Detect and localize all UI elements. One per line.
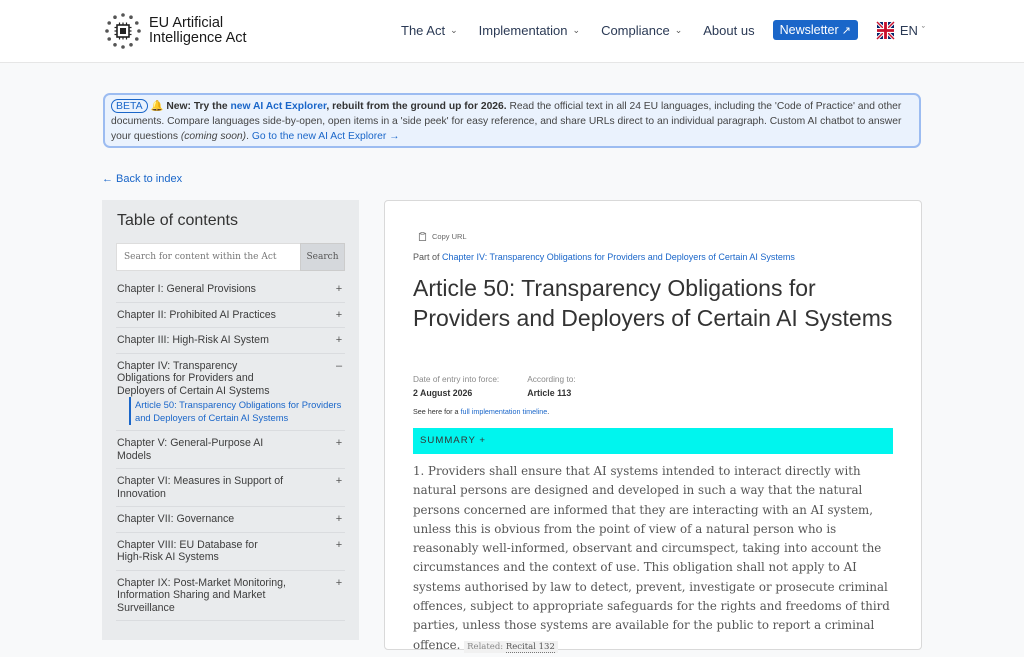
nav-the-act[interactable] <box>401 23 458 38</box>
expand-icon: + <box>335 513 343 525</box>
banner-body-text: Read the official text in all 24 EU languages, including the 'Code of Practice' and other documents. Compare languages side-by-open, open items in a 'side peek' for easy reference, and share URLs direct to an individual paragraph. Custom AI chatbot to answer your questions <box>111 101 902 142</box>
toc-chapter-2[interactable] <box>116 303 345 329</box>
entry-into-force-value: 2 August 2026 <box>413 388 473 398</box>
toc-chapter-4-group <box>116 354 345 432</box>
banner-rebuilt-text: , rebuilt from the ground up for 2026. <box>326 101 507 112</box>
toc-chapter-8[interactable] <box>116 533 345 571</box>
entry-into-force <box>413 374 499 398</box>
toc-chapter-label: Chapter IX: Post-Market Monitoring, Information Sharing and Market Surveillance <box>117 576 286 614</box>
expand-icon: + <box>335 437 343 449</box>
beta-badge: BETA <box>111 99 148 113</box>
toc-chapter-7[interactable] <box>116 507 345 533</box>
copy-url-button[interactable] <box>418 232 467 241</box>
uk-flag-icon <box>877 22 894 39</box>
according-to-label: According to: <box>527 374 576 384</box>
article-title: Article 50: Transparency Obligations for Providers and Deployers of Certain AI Systems <box>413 275 893 331</box>
nav-about-us[interactable] <box>703 23 754 38</box>
ai-act-explorer-link[interactable]: new AI Act Explorer <box>230 101 327 112</box>
chevron-down-icon: ⌄ <box>572 24 581 35</box>
external-arrow-icon: ↗ <box>841 24 851 37</box>
go-to-explorer-link[interactable]: Go to the new AI Act Explorer → <box>251 131 400 142</box>
language-selector[interactable] <box>877 22 925 39</box>
article-paragraph-1: 1. Providers shall ensure that AI systems intended to interact directly with natural persons are designed and developed in such a way that the natural persons concerned are informed that they are interacting with an AI system, unless this is obvious from the point of view of a natural person who is reasonably well-informed, observant and circumspect, taking into account the circumstances and the context of use. This obligation shall not apply to AI systems authorised by law to detect, prevent, investigate or prosecute criminal offences, subject to appropriate safeguards for the rights and freedoms of third parties, unless those systems are available for the public to report a criminal offence. <box>413 464 890 652</box>
nav-implementation-label: Implementation <box>478 22 568 38</box>
site-name <box>149 16 247 46</box>
implementation-timeline-link[interactable]: full implementation timeline <box>460 407 548 416</box>
recital-link[interactable]: Recital 132 <box>505 641 555 652</box>
toc-chapter-9[interactable] <box>116 571 345 622</box>
language-label: EN <box>899 22 918 38</box>
nav-compliance[interactable] <box>601 23 682 38</box>
part-of-prefix: Part of <box>413 252 443 262</box>
toc-chapter-label: Chapter II: Prohibited AI Practices <box>117 308 276 321</box>
toc-search-input[interactable] <box>116 243 300 271</box>
parent-chapter-link[interactable]: Chapter IV: Transparency Obligations for Providers and Deployers of Certain AI Systems <box>442 252 795 262</box>
clipboard-icon <box>418 232 427 241</box>
toc-chapter-label: Chapter IV: Transparency Obligations for Providers and Deployers of Certain AI Systems <box>117 359 270 397</box>
beta-announcement-banner <box>103 93 921 148</box>
nav-the-act-label: The Act <box>401 22 446 38</box>
site-name-line-2: Intelligence Act <box>149 30 247 46</box>
chevron-down-icon: ⌄ <box>674 24 683 35</box>
nav-implementation[interactable] <box>479 23 580 38</box>
expand-icon: + <box>335 576 343 589</box>
top-navigation-bar <box>0 0 1024 63</box>
toc-chapter-label: Chapter V: General-Purpose AI Models <box>117 437 264 462</box>
toc-chapter-label: Chapter VIII: EU Database for High-Risk AI Systems <box>117 538 258 563</box>
banner-new-prefix: New: Try the <box>166 101 231 112</box>
bell-icon: 🔔 <box>150 101 164 112</box>
toc-chapter-1[interactable] <box>116 277 345 303</box>
toc-chapter-6[interactable] <box>116 469 345 507</box>
banner-body-text-2: . <box>246 131 252 142</box>
expand-icon: + <box>335 475 343 487</box>
expand-icon: + <box>335 308 343 321</box>
timeline-note-suffix: . <box>547 407 550 416</box>
chevron-down-icon: ⌄ <box>450 24 458 35</box>
main-nav <box>401 20 925 40</box>
toc-chapter-label: Chapter I: General Provisions <box>117 283 256 295</box>
related-prefix: Related: <box>467 641 506 652</box>
toc-chapter-label: Chapter III: High-Risk AI System <box>117 334 269 346</box>
according-to <box>527 374 575 398</box>
eu-stars-chip-icon <box>104 12 142 50</box>
site-name-line-1: EU Artificial <box>149 15 224 31</box>
nav-about-us-label: About us <box>703 22 755 38</box>
article-meta <box>413 374 604 398</box>
toc-chapter-3[interactable] <box>116 328 345 354</box>
back-to-index-link[interactable]: ← Back to index <box>102 173 183 185</box>
expand-icon: + <box>335 283 343 295</box>
chevron-down-icon: ˇ <box>921 25 925 35</box>
timeline-note-prefix: See here for a <box>413 407 461 416</box>
toc-chapter-label: Chapter VII: Governance <box>117 513 235 525</box>
summary-toggle[interactable]: SUMMARY + <box>413 428 893 454</box>
collapse-icon: – <box>335 359 343 372</box>
according-to-value: Article 113 <box>527 388 572 398</box>
article-body <box>413 462 897 657</box>
entry-into-force-label: Date of entry into force: <box>413 374 500 384</box>
nav-compliance-label: Compliance <box>601 22 670 38</box>
toc-chapter-5[interactable] <box>116 431 345 469</box>
toc-search-button[interactable]: Search <box>300 243 345 271</box>
newsletter-label: Newsletter <box>779 23 839 37</box>
timeline-note <box>413 407 549 416</box>
newsletter-button[interactable] <box>773 20 858 40</box>
copy-url-label: Copy URL <box>432 232 467 241</box>
toc-chapter-label: Chapter VI: Measures in Support of Innovation <box>117 475 284 500</box>
toc-search <box>116 243 345 271</box>
part-of-breadcrumb <box>413 252 795 262</box>
banner-coming-soon: (coming soon) <box>180 131 247 142</box>
toc-chapter-4[interactable] <box>116 354 345 401</box>
expand-icon: + <box>335 334 343 346</box>
toc-title: Table of contents <box>117 212 238 229</box>
related-recital <box>464 641 558 653</box>
table-of-contents-sidebar <box>102 200 359 640</box>
article-content-panel <box>384 200 922 650</box>
site-logo[interactable] <box>104 12 247 50</box>
toc-active-article[interactable]: Article 50: Transparency Obligations for Providers and Deployers of Certain AI Systems <box>129 397 345 425</box>
expand-icon: + <box>335 538 343 551</box>
